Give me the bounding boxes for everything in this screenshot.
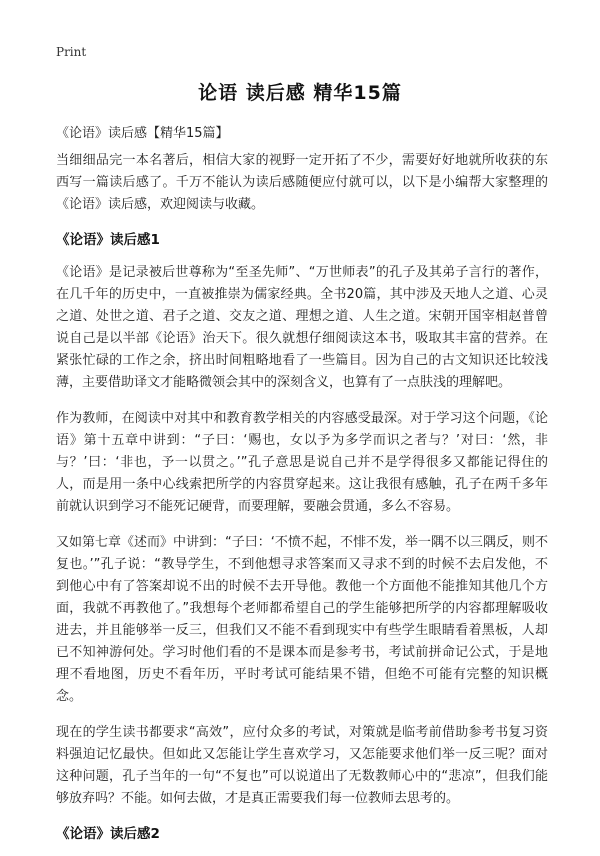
- body-paragraph: 《论语》是记录被后世尊称为“至圣先师”、“万世师表”的孔子及其弟子言行的著作，在几千年的历史中，一直被推崇为儒家经典。全书20篇，其中涉及天地人之道、心灵之道、处世之道、君子之道、交友之道、理想之道、人生之道。宋朝开国宰相赵普曾说自己是以半部《论语》治天下。很久就想仔细阅读这本书，吸取其丰富的营养。在紧张忙碌的工作之余，挤出时间粗略地看了一些篇目。因为自己的古文知识还比较浅薄，主要借助译文才能略微领会其中的深刻含义，也算有了一点肤浅的理解吧。: [56, 265, 548, 390]
- document-body: [56, 150, 548, 856]
- section-heading-1: 《论语》读后感1: [56, 232, 160, 248]
- print-label[interactable]: Print: [56, 45, 87, 59]
- body-paragraph: 作为教师，在阅读中对其中和教育教学相关的内容感受最深。对于学习这个问题，《论语》第十五章中讲到：“子曰：‘赐也，女以予为多学而识之者与？’对曰：‘然，非与？’曰：‘非也，予一以贯之。’”孔子意思是说自己并不是学得很多又都能记得住的人，而是用一条中心线索把所学的内容贯穿起来。这让我很有感触，孔子在两千多年前就认识到学习不能死记硬背，而要理解，要融会贯通，多么不容易。: [56, 411, 548, 514]
- body-paragraph: 又如第七章《述而》中讲到：“子曰：‘不愤不起，不悱不发，举一隅不以三隅反，则不复也。’”孔子说：“教导学生，不到他想寻求答案而又寻求不到的时候不去启发他，不到他心中有了答案却说不出的时候不去开导他。教他一个方面他不能推知其他几个方面，我就不再教他了。”我想每个老师都希望自己的学生能够把所学的内容都理解吸收进去，并且能够举一反三，但我们又不能不看到现实中有些学生眼睛看着黑板，人却已不知神游何处。学习时他们看的不是课本而是参考书，考试前拼命记公式，于是地理不看地图，历史不看年历，平时考试可能结果不错，但绝不可能有完整的知识概念。: [56, 535, 548, 704]
- document-title: 论语 读后感 精华15篇: [198, 82, 402, 104]
- intro-paragraph: 当细细品完一本名著后，相信大家的视野一定开拓了不少，需要好好地就所收获的东西写一篇读后感了。千万不能认为读后感随便应付就可以，以下是小编帮大家整理的《论语》读后感，欢迎阅读与收藏。: [56, 153, 548, 212]
- section-heading-2: 《论语》读后感2: [56, 826, 160, 842]
- document-subtitle: 《论语》读后感【精华15篇】: [56, 126, 229, 141]
- body-paragraph: 现在的学生读书都要求“高效”，应付众多的考试，对策就是临考前借助参考书复习资料强迫记忆最快。但如此又怎能让学生喜欢学习，又怎能要求他们举一反三呢？面对这种问题，孔子当年的一句“不复也”可以说道出了无数教师心中的“悲凉”，但我们能够放弃吗？不能。如何去做，才是真正需要我们每一位教师去思考的。: [56, 725, 548, 806]
